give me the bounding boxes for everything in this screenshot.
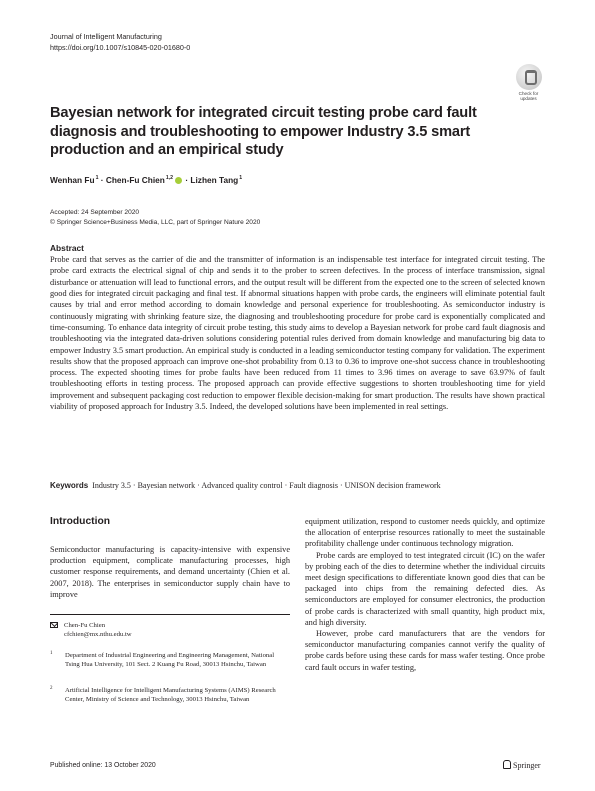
accepted-date: Accepted: 24 September 2020 (50, 209, 140, 216)
correspondence (50, 621, 132, 639)
abstract-heading: Abstract (50, 243, 84, 253)
author-list: Wenhan $Fu^1$ · Chen-Fu Chien$^{1,2}$ · Lizhen Tang$^1$ (50, 175, 243, 185)
journal-header (50, 31, 190, 53)
footnote-divider (50, 614, 290, 615)
journal-name: Journal of Intelligent Manufacturing (50, 32, 162, 41)
intro-paragraph: Probe cards are employed to test integrated circuit (IC) on the wafer by probing each of the dies to determine whether the individual circuits meet design specifications to differentiate known good dies that can be packaged into chips from the remaining defected dies. As semiconductors are employed for consumer electronics, the production of probe cards is characterized with small quantity, high product mix, and high diversity. (305, 550, 545, 627)
keywords-list: Industry 3.5 · Bayesian network · Advanced quality control · Fault diagnosis · UNISON decision framework (92, 481, 441, 490)
author-name[interactable]: Wenhan Fu (50, 175, 95, 185)
affiliation-number: 2 (50, 686, 53, 691)
abstract-body: Probe card that serves as the carrier of die and the transmitter of information is an indispensable test interface for integrated circuit testing. The probe card extracts the electrical signal of chip and sends it to the prober to screen defectives. In the process of interface transmission, signal disturbance or attenuation will lead to functional errors, and the output result will be different from the expected one to the screen of selected known good dies for integrated circuit packaging and final test. If abnormal situations happen with probe cards, the engineers will eliminate potential fault causes by trial and error method according to domain knowledge and personal experience for troubleshooting. As semiconductor industry is continuously migrating with shrinking feature size, the diagnosing and troubleshooting procedure for probe card is exponentially complicated and time-consuming. To enhance data integrity of circuit probe testing, this study aims to develop a Bayesian network for probe card fault diagnosis and troubleshooting via the integrated data-driven solutions considering potential rules derived from domain knowledge and manufacturing big data to empower Industry 3.5 smart production. An empirical study is conducted in a leading semiconductor testing company for validation. The experiment results show that the proposed approach can improve one-shot probability from 0.13 to 0.36 to improve one-shot success chance in troubleshooting process. The expected shooting times for probe faults have been reduced from 11 times to 3.96 times on average to save 63.97% of fault troubleshooting efforts in testing process. The proposed approach can provide effective suggestions to shorten troubleshooting time for yield improvement and subsequent packaging cost reduction to empower flexible decision-making for smart production. The results have shown practical viability of proposed approach for Industry 3.5. Indeed, the developed solutions have been implemented in real settings. (50, 255, 545, 412)
envelope-icon (50, 622, 58, 628)
paper-title: Bayesian network for integrated circuit testing probe card fault diagnosis and troubleshooting to empower Industry 3.5 smart production and an empirical study (50, 105, 477, 159)
author-name[interactable]: Lizhen Tang (190, 175, 239, 185)
badge-label: Check for updates (518, 91, 539, 101)
springer-horse-icon (503, 760, 511, 769)
corresponding-email[interactable]: cfchien@mx.nthu.edu.tw (64, 631, 132, 638)
section-heading-introduction: Introduction (50, 516, 111, 527)
author-affiliation-mark: 1 (239, 175, 243, 181)
doi-link[interactable]: https://doi.org/10.1007/s10845-020-01680-0 (50, 43, 191, 52)
keywords-label: Keywords (50, 481, 89, 490)
published-online: Published online: 13 October 2020 (50, 762, 156, 769)
article-meta (50, 208, 260, 227)
intro-paragraph: However, probe card manufacturers that are the vendors for semiconductor manufacturing companies cannot verify the quality of probe cards before using these cards for mass wafer testing. Once probe card fault occurs in wafer testing, (305, 629, 545, 672)
author-affiliation-mark: 1,2 (165, 175, 174, 181)
bookmark-icon (516, 64, 542, 90)
intro-column-right (305, 516, 545, 673)
affiliation-2 (50, 686, 280, 704)
orcid-icon[interactable] (175, 177, 182, 184)
author-name[interactable]: Chen-Fu Chien (105, 175, 165, 185)
publisher-name: Springer (513, 761, 541, 770)
affiliation-1 (50, 651, 280, 669)
copyright-line: © Springer Science+Business Media, LLC, part of Springer Nature 2020 (50, 218, 261, 226)
affiliation-text: Artificial Intelligence for Intelligent Manufacturing Systems (AIMS) Research Center, Ministry of Science and Technology, 30013 Hsinchu, Taiwan (65, 687, 276, 704)
publisher-logo (503, 760, 541, 770)
author-affiliation-mark: 1 (95, 175, 99, 181)
intro-paragraph-left: Semiconductor manufacturing is capacity-intensive with expensive production equipment, complicate manufacturing processes, high customer response requirements, and demand uncertainty (Chien et al. 2007, 2018). The enterprises in semiconductor supply chain have to improve (50, 545, 290, 599)
intro-paragraph: equipment utilization, respond to customer needs quickly, and optimize the allocation of enterprise resources rationally to meet the sustainable profitability challenge under continuous technology migration. (305, 517, 545, 549)
affiliation-text: Department of Industrial Engineering and Engineering Management, National Tsing Hua University, 101 Sect. 2 Kuang Fu Road, 30013 Hsinchu, Taiwan (65, 652, 275, 669)
check-for-updates-badge[interactable] (512, 64, 545, 101)
corresponding-author: Chen-Fu Chien (64, 622, 106, 629)
keywords (50, 481, 545, 490)
affiliation-number: 1 (50, 651, 53, 656)
